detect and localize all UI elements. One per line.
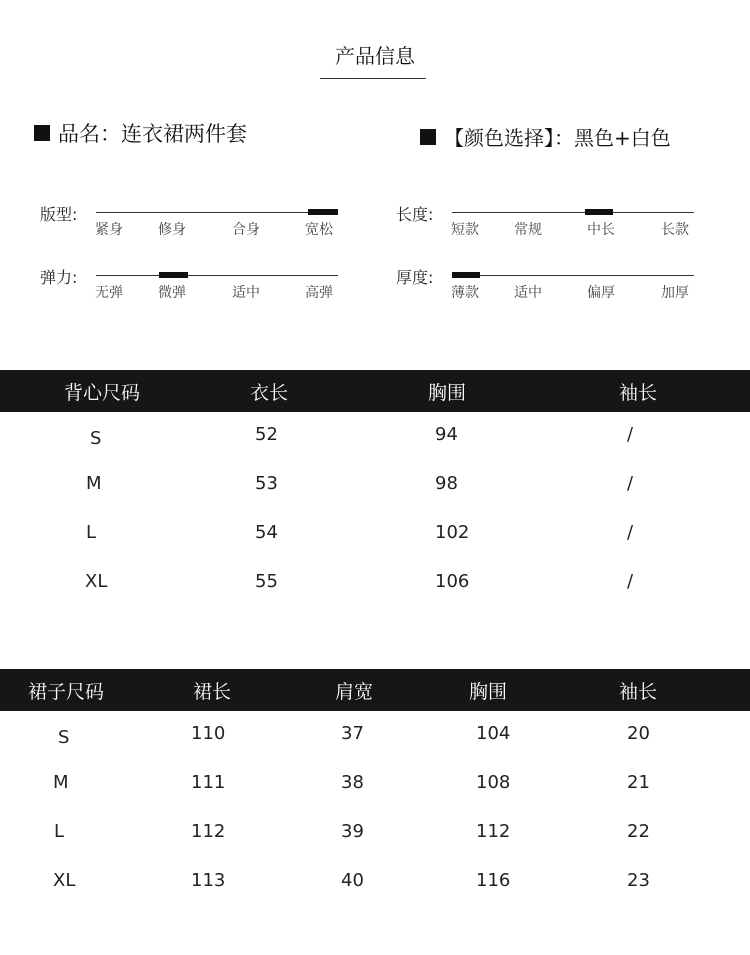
table-cell: 110 bbox=[191, 723, 226, 744]
table-cell: 23 bbox=[627, 870, 650, 891]
table-cell: M bbox=[86, 473, 102, 494]
table-cell: 39 bbox=[341, 821, 364, 842]
table-cell: L bbox=[54, 821, 65, 842]
scale-option: 偏厚 bbox=[587, 285, 615, 301]
square-bullet-icon bbox=[34, 125, 50, 141]
scale-option: 常规 bbox=[514, 222, 542, 238]
scale-option: 无弹 bbox=[95, 285, 123, 301]
table-cell: / bbox=[627, 571, 634, 592]
color-choice-text: 【颜色选择】：黑色+白色 bbox=[444, 126, 671, 150]
table-cell: XL bbox=[53, 870, 76, 891]
vest-table-header bbox=[0, 370, 750, 412]
scale-selected-mark bbox=[159, 272, 188, 278]
table-cell: 53 bbox=[255, 473, 278, 494]
table-cell: 112 bbox=[191, 821, 226, 842]
vest-header-size: 背心尺码 bbox=[64, 382, 141, 404]
skirt-header-sleeve: 袖长 bbox=[619, 681, 658, 703]
scale-option: 薄款 bbox=[451, 285, 479, 301]
table-cell: 108 bbox=[476, 772, 511, 793]
table-cell: 55 bbox=[255, 571, 278, 592]
vest-header-bust: 胸围 bbox=[428, 382, 467, 404]
scale-label: 厚度: bbox=[396, 268, 434, 287]
skirt-header-bust: 胸围 bbox=[469, 681, 508, 703]
scale-label: 版型: bbox=[40, 205, 78, 224]
scale-label: 弹力: bbox=[40, 268, 78, 287]
table-cell: 98 bbox=[435, 473, 458, 494]
table-cell: 22 bbox=[627, 821, 650, 842]
table-cell: 54 bbox=[255, 522, 278, 543]
table-cell: 40 bbox=[341, 870, 364, 891]
table-cell: S bbox=[90, 428, 102, 449]
scale-selected-mark bbox=[452, 272, 480, 278]
table-cell: 112 bbox=[476, 821, 511, 842]
scale-option: 长款 bbox=[661, 222, 689, 238]
skirt-header-size: 裙子尺码 bbox=[28, 681, 105, 703]
scale-option: 高弹 bbox=[305, 285, 333, 301]
table-cell: 21 bbox=[627, 772, 650, 793]
table-cell: 111 bbox=[191, 772, 226, 793]
table-cell: XL bbox=[85, 571, 108, 592]
table-cell: 104 bbox=[476, 723, 511, 744]
table-cell: 106 bbox=[435, 571, 470, 592]
table-cell: 116 bbox=[476, 870, 511, 891]
table-cell: / bbox=[627, 522, 634, 543]
table-cell: / bbox=[627, 424, 634, 445]
page-title: 产品信息 bbox=[335, 44, 415, 68]
scale-option: 短款 bbox=[451, 222, 479, 238]
vest-header-length: 衣长 bbox=[250, 382, 289, 404]
scale-line bbox=[452, 212, 694, 213]
scale-selected-mark bbox=[308, 209, 338, 215]
table-cell: 20 bbox=[627, 723, 650, 744]
table-cell: 37 bbox=[341, 723, 364, 744]
scale-option: 适中 bbox=[514, 285, 542, 301]
scale-option: 合身 bbox=[232, 222, 260, 238]
product-name bbox=[34, 118, 247, 148]
table-cell: M bbox=[53, 772, 69, 793]
scale-line bbox=[452, 275, 694, 276]
title-underline bbox=[320, 78, 426, 79]
vest-header-sleeve: 袖长 bbox=[619, 382, 658, 404]
table-cell: / bbox=[627, 473, 634, 494]
scale-line bbox=[96, 275, 338, 276]
table-cell: 94 bbox=[435, 424, 458, 445]
scale-option: 微弹 bbox=[158, 285, 186, 301]
table-cell: S bbox=[58, 727, 70, 748]
scale-option: 紧身 bbox=[95, 222, 123, 238]
skirt-header-length: 裙长 bbox=[193, 681, 232, 703]
table-cell: 113 bbox=[191, 870, 226, 891]
skirt-table-header bbox=[0, 669, 750, 711]
scale-line bbox=[96, 212, 338, 213]
scale-option: 适中 bbox=[232, 285, 260, 301]
product-name-text: 品名：连衣裙两件套 bbox=[58, 122, 247, 146]
skirt-header-shoulder: 肩宽 bbox=[335, 681, 374, 703]
scale-selected-mark bbox=[585, 209, 613, 215]
color-choice bbox=[420, 122, 671, 151]
table-cell: 38 bbox=[341, 772, 364, 793]
scale-option: 宽松 bbox=[305, 222, 333, 238]
scale-label: 长度: bbox=[396, 205, 434, 224]
table-cell: 102 bbox=[435, 522, 470, 543]
scale-option: 加厚 bbox=[661, 285, 689, 301]
table-cell: 52 bbox=[255, 424, 278, 445]
square-bullet-icon bbox=[420, 129, 436, 145]
scale-option: 修身 bbox=[158, 222, 186, 238]
table-cell: L bbox=[86, 522, 97, 543]
scale-option: 中长 bbox=[587, 222, 615, 238]
